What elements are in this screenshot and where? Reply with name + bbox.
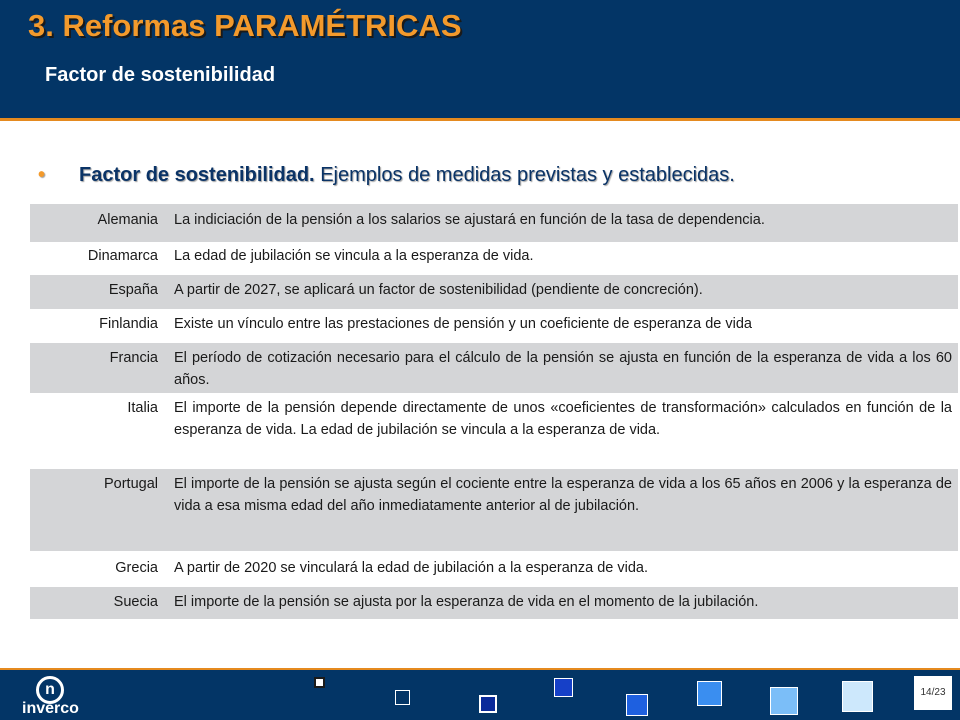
table-row <box>30 204 958 242</box>
description-cell: La edad de jubilación se vincula a la esperanza de vida. <box>174 248 534 264</box>
description-cell: El importe de la pensión se ajusta por la esperanza de vida en el momento de la jubilación. <box>168 587 958 619</box>
country-cell: Alemania <box>30 204 168 242</box>
decor-square-3 <box>479 695 497 713</box>
description-cell: A partir de 2027, se aplicará un factor de sostenibilidad (pendiente de concreción). <box>168 275 958 309</box>
country-cell: Italia <box>127 400 158 416</box>
description-cell: La indiciación de la pensión a los salarios se ajustará en función de la tasa de dependencia. <box>168 204 958 242</box>
table-row <box>30 469 958 551</box>
inverco-logo-text: inverco <box>22 700 79 717</box>
decor-square-7 <box>770 687 798 715</box>
decor-square-8 <box>842 681 873 712</box>
table-row <box>30 587 958 619</box>
decor-square-2 <box>395 690 410 705</box>
page-number: 14/23 <box>914 676 952 710</box>
page-subtitle: Factor de sostenibilidad <box>45 64 276 86</box>
country-cell: Francia <box>30 343 168 393</box>
country-cell: Dinamarca <box>87 248 158 264</box>
country-cell: Portugal <box>30 469 168 551</box>
decor-square-5 <box>626 694 648 716</box>
table-row <box>30 551 958 587</box>
decor-square-6 <box>697 681 722 706</box>
intro-rest: Ejemplos de medidas previstas y establecidas. <box>320 164 735 186</box>
bullet-icon: • <box>38 164 46 186</box>
header-divider <box>0 118 960 121</box>
examples-table <box>30 204 958 619</box>
table-row <box>30 343 958 393</box>
table-row <box>30 393 958 469</box>
intro-strong: Factor de sostenibilidad. <box>79 164 315 186</box>
country-cell: Suecia <box>30 587 168 619</box>
decor-square-1 <box>314 677 325 688</box>
page-title: 3. Reformas PARAMÉTRICAS <box>28 8 462 43</box>
description-cell: El importe de la pensión se ajusta según el cociente entre la esperanza de vida a los 65 años en 2006 y la esperanza de vida a esa misma edad del año inmediatamente anterior al de jubilación. <box>168 469 958 551</box>
description-cell: El período de cotización necesario para el cálculo de la pensión se ajusta en función de la esperanza de vida a los 60 años. <box>168 343 958 393</box>
table-row <box>30 309 958 343</box>
country-cell: Finlandia <box>99 316 158 332</box>
intro-bullet <box>38 164 735 187</box>
description-cell: A partir de 2020 se vinculará la edad de jubilación a la esperanza de vida. <box>174 560 648 576</box>
country-cell: España <box>30 275 168 309</box>
description-cell: Existe un vínculo entre las prestaciones de pensión y un coeficiente de esperanza de vida <box>174 316 752 332</box>
description-cell: El importe de la pensión depende directamente de unos «coeficientes de transformación» calculados en función de la esperanza de vida. La edad de jubilación se vincula a la esperanza de vida. <box>174 400 952 438</box>
table-row <box>30 275 958 309</box>
country-cell: Grecia <box>115 560 158 576</box>
inverco-logo-icon: n <box>36 676 64 704</box>
decor-square-4 <box>554 678 573 697</box>
table-row <box>30 242 958 275</box>
